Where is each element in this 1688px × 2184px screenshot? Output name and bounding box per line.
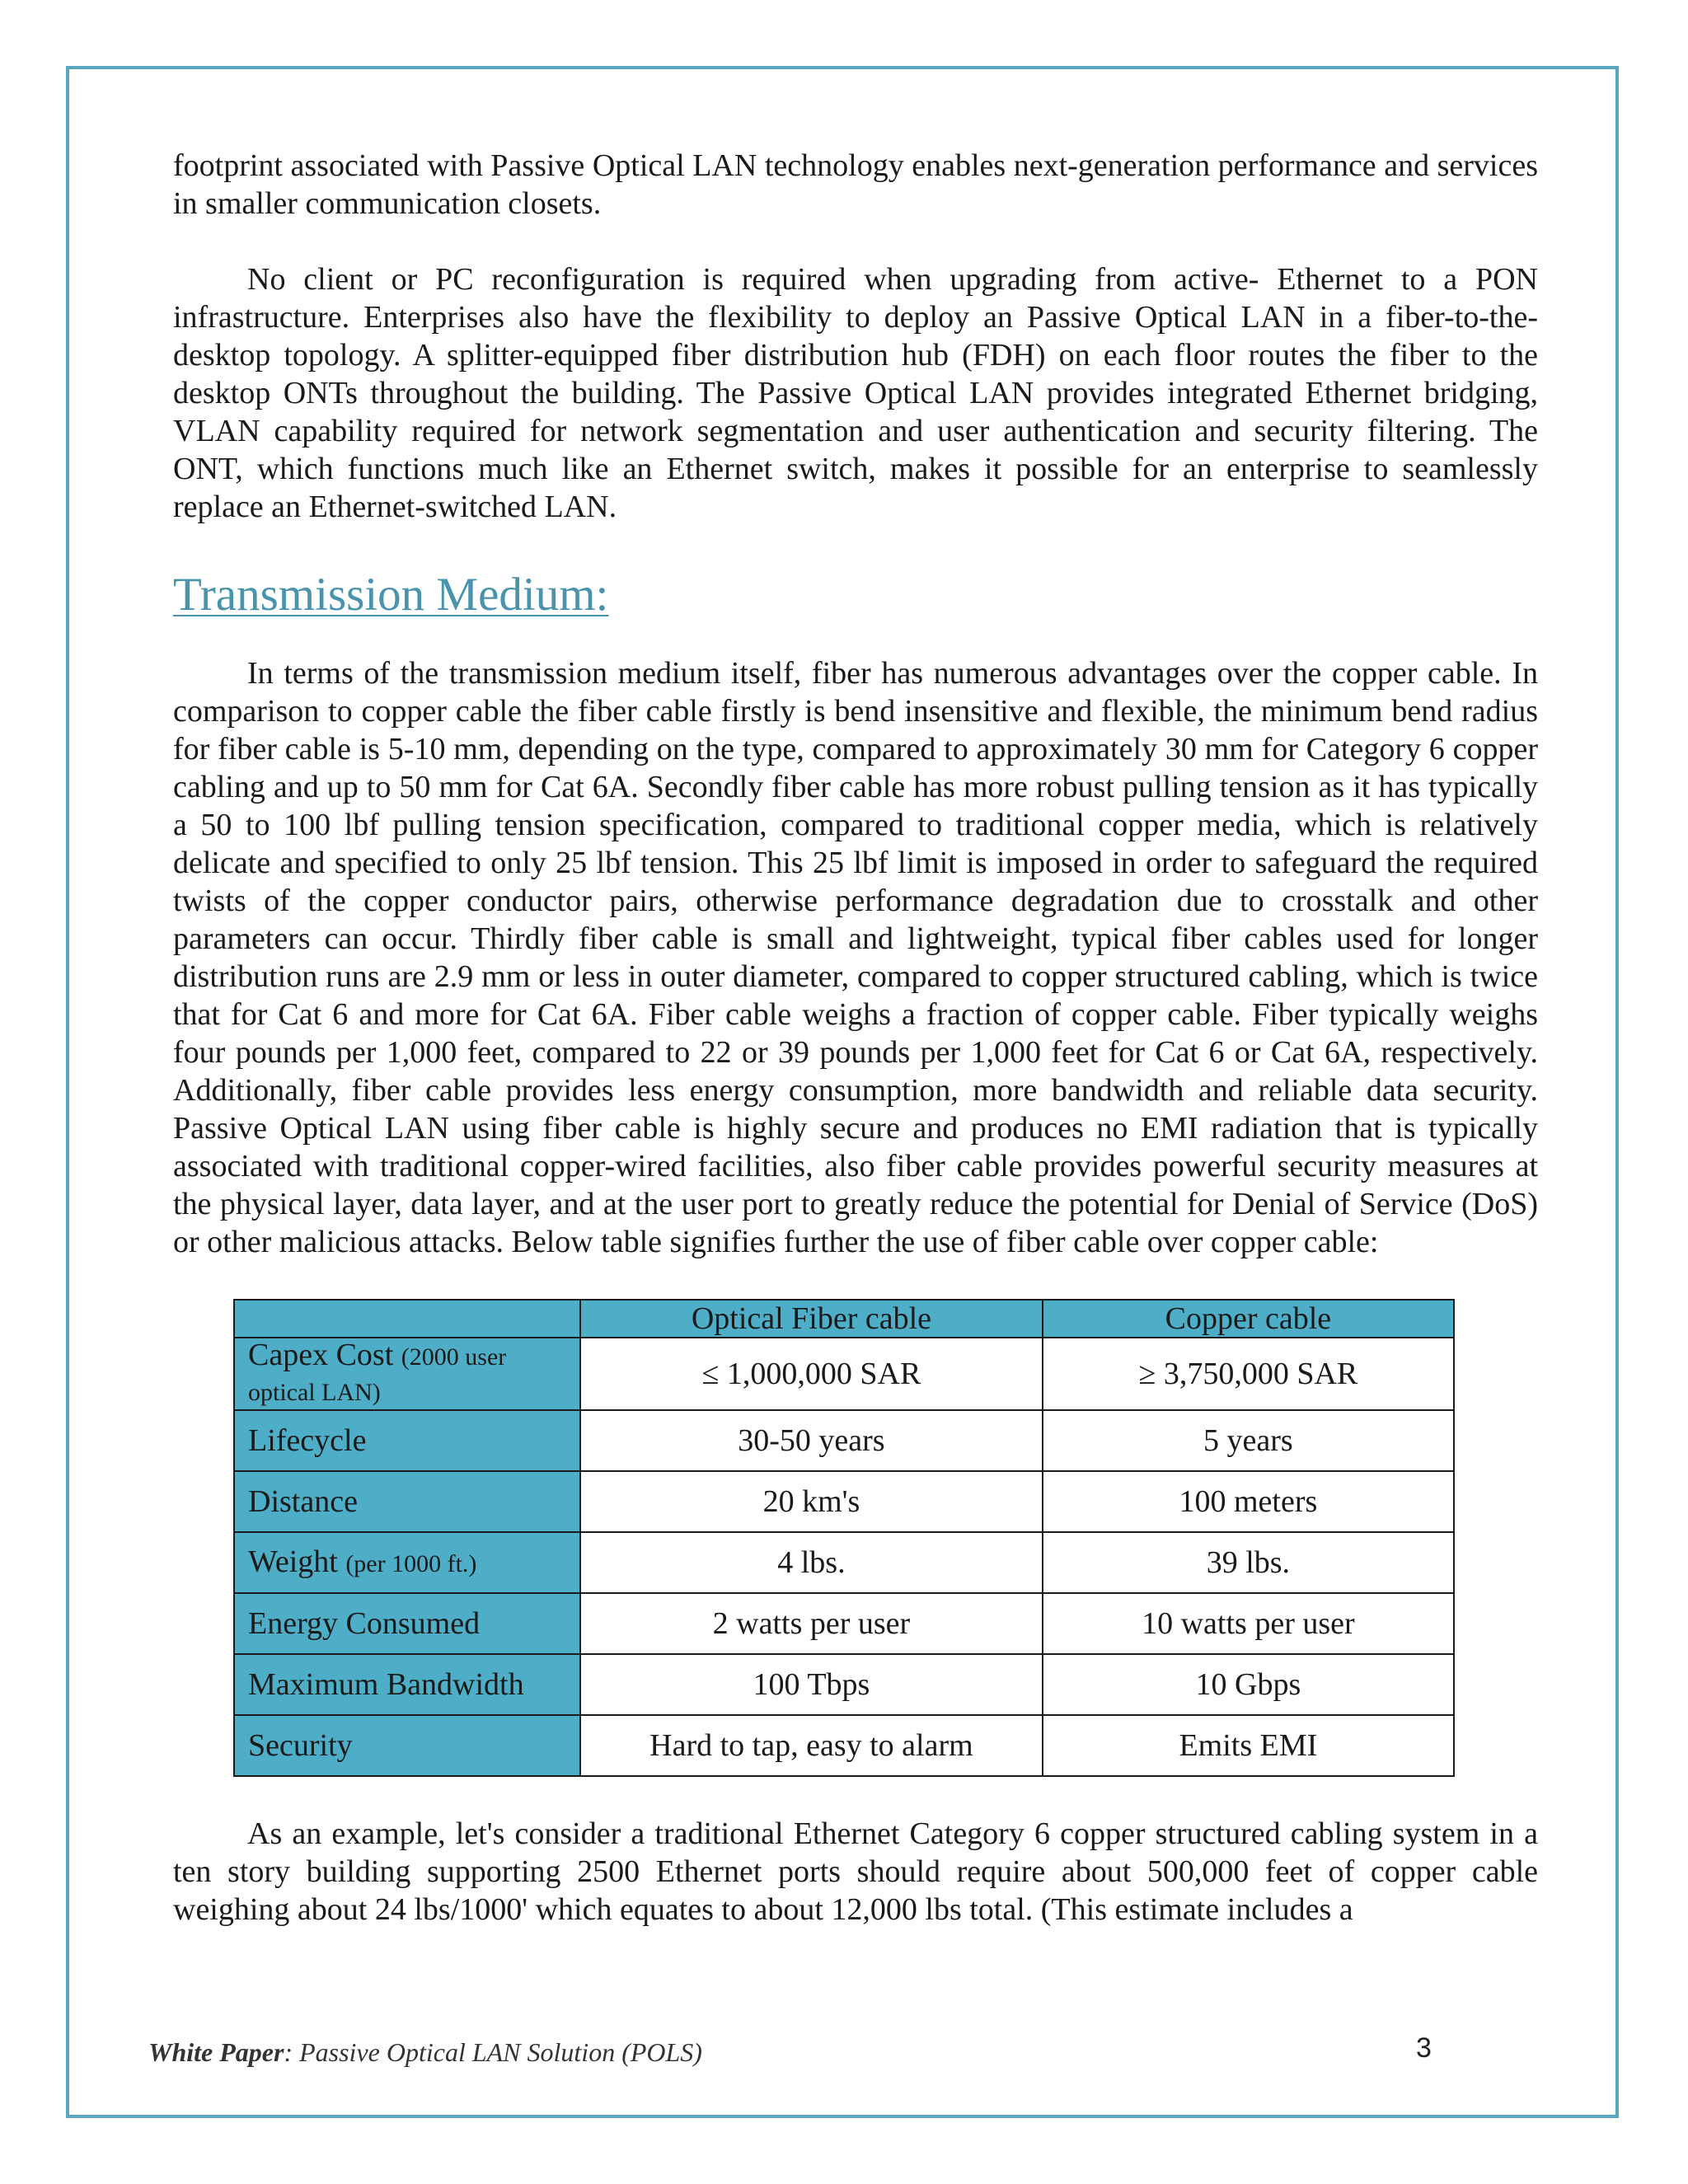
cell-copper-energy: 10 watts per user xyxy=(1043,1593,1454,1654)
cell-fiber-distance: 20 km's xyxy=(580,1471,1043,1532)
cell-copper-weight: 39 lbs. xyxy=(1043,1532,1454,1593)
cell-fiber-weight: 4 lbs. xyxy=(580,1532,1043,1593)
comparison-table xyxy=(233,1299,1455,1777)
table-row xyxy=(234,1654,1454,1715)
cell-fiber-capex: ≤ 1,000,000 SAR xyxy=(580,1338,1043,1410)
cell-copper-distance: 100 meters xyxy=(1043,1471,1454,1532)
row-label-note: (2000 user optical LAN) xyxy=(248,1343,507,1406)
row-label-energy: Energy Consumed xyxy=(234,1593,580,1654)
table-header-empty xyxy=(234,1300,580,1338)
paragraph-example: As an example, let's consider a traditional Ethernet Category 6 copper structured cabling system in a ten story building supporting 2500 Ethernet ports should require about 500,000 feet of copper cable weighing about 24 lbs/1000' which equates to about 12,000 lbs total. (This estimate includes a xyxy=(173,1816,1538,1927)
page-number: 3 xyxy=(1416,2032,1432,2064)
row-label-capex: Capex Cost (2000 user optical LAN) xyxy=(234,1338,580,1410)
table-row xyxy=(234,1338,1454,1410)
cell-fiber-security: Hard to tap, easy to alarm xyxy=(580,1715,1043,1776)
table-row xyxy=(234,1532,1454,1593)
paragraph-footprint: footprint associated with Passive Optical LAN technology enables next-generation performance and services in smaller communication closets. xyxy=(173,148,1538,221)
cell-fiber-energy: 2 watts per user xyxy=(580,1593,1043,1654)
row-label-note: (per 1000 ft.) xyxy=(345,1549,477,1577)
page-content xyxy=(173,147,1538,1929)
table-header-fiber: Optical Fiber cable xyxy=(580,1300,1043,1338)
cell-fiber-lifecycle: 30-50 years xyxy=(580,1410,1043,1471)
cell-copper-capex: ≥ 3,750,000 SAR xyxy=(1043,1338,1454,1410)
table-row xyxy=(234,1715,1454,1776)
cell-copper-lifecycle: 5 years xyxy=(1043,1410,1454,1471)
row-label-weight: Weight (per 1000 ft.) xyxy=(234,1532,580,1593)
row-label-lifecycle: Lifecycle xyxy=(234,1410,580,1471)
footer-doc-type: White Paper xyxy=(148,2037,284,2067)
cell-copper-security: Emits EMI xyxy=(1043,1715,1454,1776)
paragraph-transmission-medium: In terms of the transmission medium itself, fiber has numerous advantages over the copper cable. In comparison to copper cable the fiber cable firstly is bend insensitive and flexible, the minimum bend radius for fiber cable is 5-10 mm, depending on the type, compared to approximately 30 mm for Category 6 copper cabling and up to 50 mm for Cat 6A. Secondly fiber cable has more robust pulling tension as it has typically a 50 to 100 lbf pulling tension specification, compared to traditional copper media, which is relatively delicate and specified to only 25 lbf tension. This 25 lbf limit is imposed in order to safeguard the required twists of the copper conductor pairs, otherwise performance degradation due to crosstalk and other parameters can occur. Thirdly fiber cable is small and lightweight, typical fiber cables used for longer distribution runs are 2.9 mm or less in outer diameter, compared to copper structured cabling, which is twice that for Cat 6 and more for Cat 6A. Fiber cable weighs a fraction of copper cable. Fiber typically weighs four pounds per 1,000 feet, compared to 22 or 39 pounds per 1,000 feet for Cat 6 or Cat 6A, respectively. Additionally, fiber cable provides less energy consumption, more bandwidth and reliable data security. Passive Optical LAN using fiber cable is highly secure and produces no EMI radiation that is typically associated with traditional copper-wired facilities, also fiber cable provides powerful security measures at the physical layer, data layer, and at the user port to greatly reduce the potential for Denial of Service (DoS) or other malicious attacks. Below table signifies further the use of fiber cable over copper cable: xyxy=(173,656,1538,1259)
table-header-row xyxy=(234,1300,1454,1338)
paragraph-reconfiguration: No client or PC reconfiguration is required when upgrading from active- Ethernet to a PON infrastructure. Enterprises also have the flexibility to deploy an Passive Optical LAN in a fiber-to-the-desktop topology. A splitter-equipped fiber distribution hub (FDH) on each floor routes the fiber to the desktop ONTs throughout the building. The Passive Optical LAN provides integrated Ethernet bridging, VLAN capability required for network segmentation and user authentication and security filtering. The ONT, which functions much like an Ethernet switch, makes it possible for an enterprise to seamlessly replace an Ethernet-switched LAN. xyxy=(173,262,1538,524)
table-row xyxy=(234,1471,1454,1532)
table-row xyxy=(234,1410,1454,1471)
table-header-copper: Copper cable xyxy=(1043,1300,1454,1338)
row-label-security: Security xyxy=(234,1715,580,1776)
row-label-bandwidth: Maximum Bandwidth xyxy=(234,1654,580,1715)
cell-fiber-bandwidth: 100 Tbps xyxy=(580,1654,1043,1715)
footer-doc-title: : Passive Optical LAN Solution (POLS) xyxy=(284,2037,702,2067)
cell-copper-bandwidth: 10 Gbps xyxy=(1043,1654,1454,1715)
row-label-distance: Distance xyxy=(234,1471,580,1532)
footer-document-title xyxy=(148,2037,702,2068)
table-row xyxy=(234,1593,1454,1654)
section-heading-transmission-medium: Transmission Medium: xyxy=(173,569,609,621)
